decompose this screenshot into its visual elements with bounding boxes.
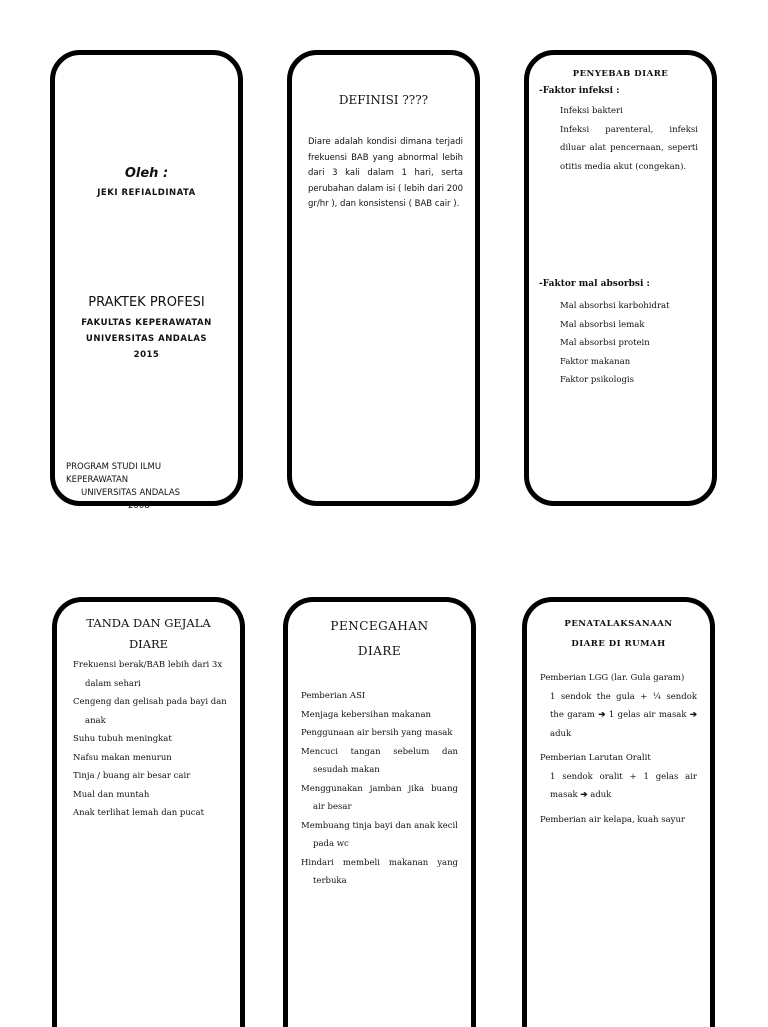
list-item: Infeksi bakteri [560, 106, 623, 116]
university-name: UNIVERSITAS ANDALAS [85, 334, 208, 344]
list-item: Menggunakan jamban jika buang air besar [301, 783, 458, 812]
program-line: KEPERAWATAN [66, 475, 129, 485]
program-line: UNIVERSITAS ANDALAS [81, 488, 181, 498]
cover-panel [50, 50, 243, 511]
list-item: Suhu tubuh meningkat [73, 734, 172, 744]
oralit-title: Pemberian Larutan Oralit [540, 753, 651, 763]
lgg-stir-text: aduk [550, 728, 572, 739]
coconut-item: Pemberian air kelapa, kuah sayur [540, 814, 685, 825]
program-line: 2008 [128, 501, 150, 511]
lgg-recipe [540, 688, 697, 744]
oralit-recipe-text: 1 sendok oralit + 1 gelas air masak [550, 771, 697, 800]
cover-title: PRAKTEK PROFESI [88, 295, 205, 310]
list-item: Mal absorbsi karbohidrat [560, 301, 670, 311]
arrow-right-icon: ➔ [580, 790, 588, 800]
symptoms-title [57, 613, 240, 655]
lgg-recipe-text: 1 sendok the gula + ¼ sendok the garam [550, 691, 697, 720]
list-item: Tinja / buang air besar cair [73, 771, 191, 781]
author-name: JEKI REFIALDINATA [97, 188, 196, 198]
treatment-panel [522, 597, 715, 1027]
list-item: Frekuensi berak/BAB lebih dari 3x dalam sehari [73, 660, 223, 689]
prevention-title [288, 614, 471, 664]
list-item: Membuang tinja bayi dan anak kecil pada wc [301, 820, 458, 849]
prevention-list [301, 687, 458, 891]
lgg-water-text: 1 gelas air masak [608, 710, 687, 720]
program-line: PROGRAM STUDI ILMU [66, 462, 162, 472]
list-item: Cengeng dan gelisah pada bayi dan anak [73, 697, 227, 726]
list-item: Faktor makanan [560, 356, 631, 367]
lgg-title: Pemberian LGG (lar. Gula garam) [540, 673, 685, 683]
faculty-name: FAKULTAS KEPERAWATAN [81, 318, 212, 328]
list-item: Anak terlihat lemah dan pucat [73, 808, 205, 818]
list-item: Nafsu makan menurun [73, 752, 172, 763]
program-block [66, 461, 180, 513]
cover-year: 2015 [133, 350, 160, 360]
oralit-recipe [540, 768, 697, 805]
symptoms-list [73, 656, 230, 823]
list-item: Mal absorbsi lemak [560, 319, 645, 330]
symptoms-panel [52, 597, 245, 1027]
list-item: Menjaga kebersihan makanan [301, 709, 431, 720]
list-item: Mal absorbsi protein [560, 338, 650, 348]
treatment-title [527, 614, 710, 654]
malabsorption-heading: -Faktor mal absorbsi : [539, 279, 650, 289]
arrow-right-icon: ➔ [689, 710, 698, 720]
list-item: Infeksi parenteral, infeksi diluar alat pencernaan, seperti otitis media akut (congekan). [560, 124, 698, 172]
malabsorption-list [560, 297, 698, 390]
faculty-block [55, 315, 238, 363]
causes-title: PENYEBAB DIARE [572, 69, 669, 79]
prevention-title-line: DIARE [357, 644, 402, 658]
list-item: Pemberian ASI [301, 691, 366, 701]
list-item: Hindari membeli makanan yang terbuka [301, 857, 458, 886]
list-item: Penggunaan air bersih yang masak [301, 728, 453, 738]
prevention-panel [283, 597, 476, 1027]
list-item: Mencuci tangan sebelum dan sesudah makan [301, 746, 458, 775]
causes-panel [524, 50, 717, 506]
definition-panel [287, 50, 480, 506]
infection-heading: -Faktor infeksi : [539, 86, 620, 96]
list-item: Mual dan muntah [73, 789, 150, 800]
treatment-list [540, 669, 697, 829]
oralit-stir-text: aduk [590, 790, 612, 800]
symptoms-title-line: DIARE [128, 637, 169, 651]
list-item: Faktor psikologis [560, 375, 634, 385]
treatment-title-line: PENATALAKSANAAN [564, 619, 673, 629]
symptoms-title-line: TANDA DAN GEJALA [86, 616, 211, 630]
definition-text: Diare adalah kondisi dimana terjadi frekuensi BAB yang abnormal lebih dari 3 kali dalam 1 hari, serta perubahan dalam isi ( lebih dari 200 gr/hr ), dan konsistensi ( BAB cair ). [308, 137, 463, 209]
treatment-title-line: DIARE DI RUMAH [571, 639, 666, 649]
by-label: Oleh : [124, 166, 169, 181]
prevention-title-line: PENCEGAHAN [330, 619, 429, 633]
arrow-right-icon: ➔ [598, 710, 606, 720]
infection-list [560, 102, 698, 176]
definition-title: DEFINISI ???? [338, 93, 429, 107]
